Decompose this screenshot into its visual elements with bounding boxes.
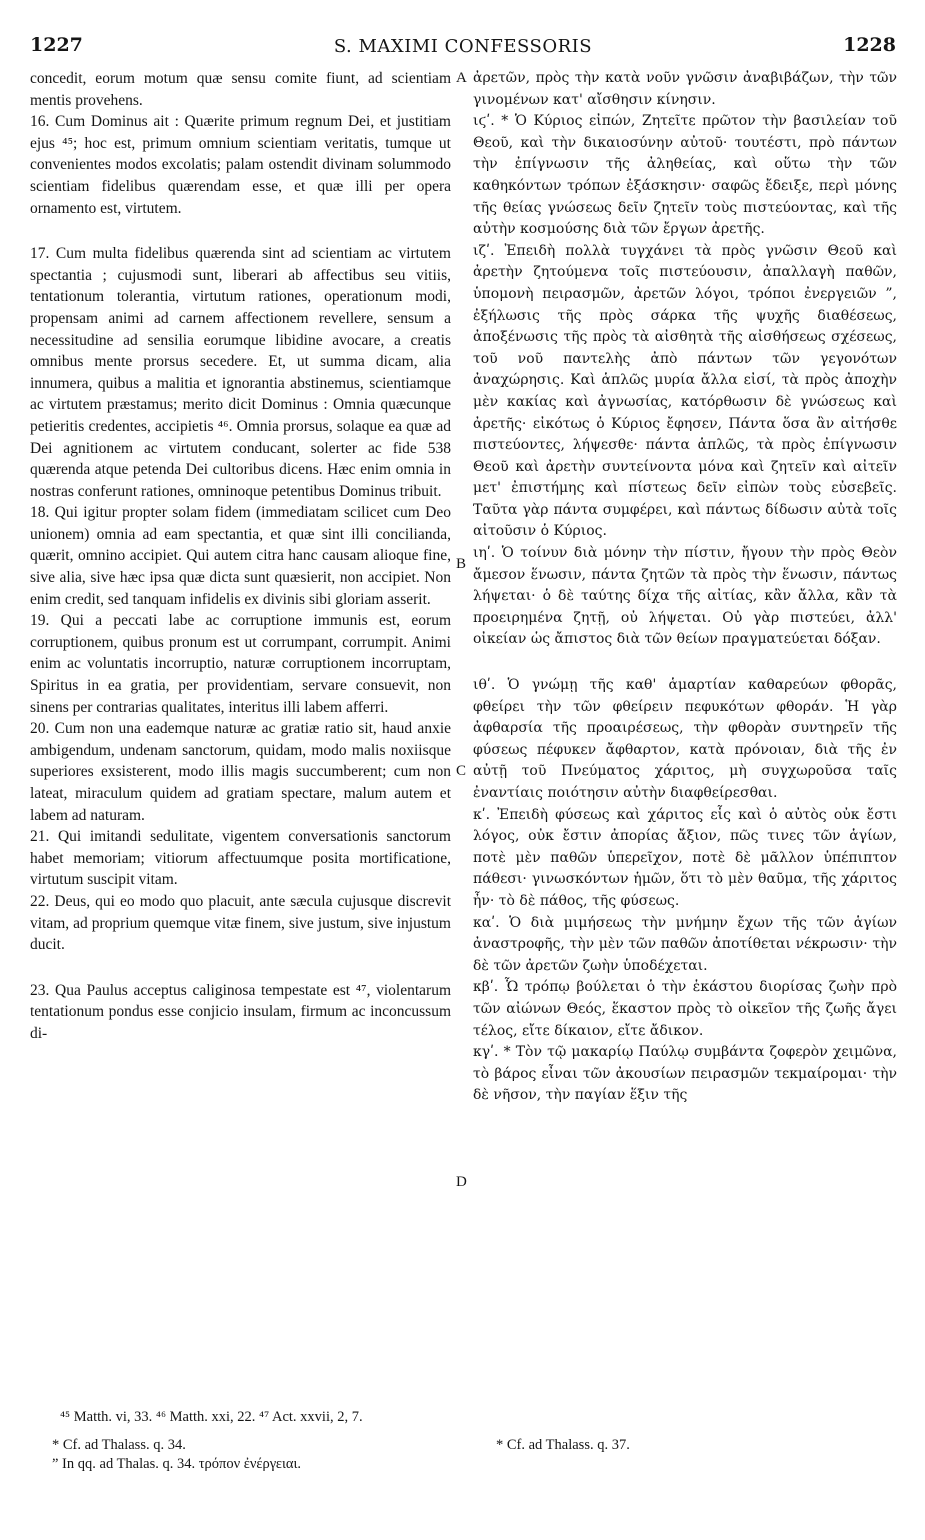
latin-paragraph: concedit, eorum motum quæ sensu comite fiunt, ad scientiam mentis provehens. — [30, 70, 451, 109]
page-header — [30, 34, 896, 62]
latin-paragraph: 22. Deus, qui eo modo quo placuit, ante sæcula cujusque discrevit vitam, ad proprium quemque vitæ finem, sive justum, sive injustum ducit. — [30, 892, 451, 954]
margin-letter-b: B — [456, 556, 467, 572]
greek-paragraph: ιϛʹ. * Ὁ Κύριος εἰπών, Ζητεῖτε πρῶτον τὴν βασιλείαν τοῦ Θεοῦ, καὶ τὴν δικαιοσύνην αὐτοῦ· τουτέστι, πρὸ πάντων τὴν ἐπίγνωσιν τῆς ἀληθείας, καὶ οὕτω τὴν τῶν καθηκόντων τρόπων ἐξάσκησιν· σαφῶς ἔδειξε, περὶ μόνης τῆς θείας γνώσεως δεῖν ζητεῖν τοὺς πιστεύοντας, καὶ τῆς αὐτὴν κοσμούσης διὰ τῶν ἔργων ἀρετῆς. — [473, 113, 897, 238]
running-title: S. MAXIMI CONFESSORIS — [333, 36, 593, 57]
greek-paragraph: ιηʹ. Ὁ τοίνυν διὰ μόνην τὴν πίστιν, ἤγουν τὴν πρὸς Θεὸν ἄμεσον ἕνωσιν, πάντα ζητῶν τὰ πρὸς τὴν ἕνωσιν, πάντως λήψεται· ὁ δὲ ταύτης δίχα τῆς αἰτίας, κἂν ἄλλα, κἂν τὰ προειρημένα ζητῇ, οὐ λήψεται. Οὐ γὰρ πιστεύει, ἀλλ' οἰκείαν ὡς ἄπιστος διὰ τῶν θείων πραγματεύεται δόξαν. — [473, 545, 897, 648]
greek-footnote: * Cf. ad Thalass. q. 37. — [496, 1437, 630, 1453]
latin-footnote: * Cf. ad Thalass. q. 34. — [52, 1437, 186, 1453]
page-number-left: 1227 — [30, 34, 83, 56]
latin-footnote: ” In qq. ad Thalas. q. 34. τρόπον ἐνέργειαι. — [52, 1456, 302, 1472]
greek-paragraph: κβʹ. Ὧ τρόπῳ βούλεται ὁ τὴν ἑκάστου διορίσας ζωὴν πρὸ τῶν αἰώνων Θεός, ἕκαστον πρὸς τὸ οἰκεῖον τῆς ζωῆς ἄγει τέλος, εἴτε δίκαιον, εἴτε ἄδικον. — [473, 979, 897, 1039]
latin-column — [30, 68, 451, 1045]
margin-letter-d: D — [456, 1174, 467, 1190]
latin-paragraph: 20. Cum non una eademque naturæ ac gratiæ ratio sit, haud anxie ambigendum, undenam sanctorum, quidam, modo malis noxiisque superiores exsisterent, modo illis magis succumberent; cum non lateat, miraculum quidem ad gratiam spectare, malum autem et labem ad naturam. — [30, 720, 451, 824]
greek-paragraph: καʹ. Ὁ διὰ μιμήσεως τὴν μνήμην ἔχων τῆς τῶν ἁγίων ἀναστροφῆς, τὴν μὲν τῶν παθῶν ἀποτίθεται νέκρωσιν· τὴν δὲ τῶν ἀρετῶν ζωὴν ὑποδέχεται. — [473, 914, 897, 974]
greek-paragraph: ἀρετῶν, πρὸς τὴν κατὰ νοῦν γνῶσιν ἀναβιβάζων, τὴν τῶν γινομένων κατ' αἴσθησιν κίνησιν. — [473, 70, 897, 108]
latin-paragraph: 18. Qui igitur propter solam fidem (immediatam scilicet cum Deo unionem) omnia ad eam spectantia, et quæ sint illi concilianda, quærit, omnino accipiet. Qui autem citra hanc causam alioque fine, sive alia, sive hæc ipsa quæ dicta sunt quæsierit, non accipiet. Non enim credit, sed tanquam infidelis ex divinis sibi gloriam asserit. — [30, 504, 451, 608]
greek-column — [473, 68, 897, 1107]
greek-paragraph: ιθʹ. Ὁ γνώμῃ τῆς καθ' ἁμαρτίαν καθαρεύων φθορᾶς, φθείρει τὴν τῶν φθείρειν πεφυκότων φθοράν. Ἡ γὰρ ἀφθαρσία τῆς προαιρέσεως, τὴν φθορὰν συντηρεῖν τῆς φύσεως πέφυκεν ἄφθαρτον, κατὰ πρόνοιαν, διὰ τῆς ἐν αὐτῇ τοῦ Πνεύματος χάριτος, μὴ συγχωροῦσα ταῖς ἐναντίαις ποιότησιν αὐτὴν διαφθείρεσθαι. — [473, 677, 897, 801]
latin-paragraph: 16. Cum Dominus ait : Quærite primum regnum Dei, et justitiam ejus ⁴⁵; hoc est, primum omnium scientiam veritatis, tumque ut convenientes modos excolatis; palam ostendit divinam solummodo scientiam fidelibus quærendam esse, et quæ illi per opera ornamento est, virtutem. — [30, 113, 451, 217]
latin-paragraph: 21. Qui imitandi sedulitate, vigentem conversationis sanctorum habet memoriam; vitiorum affectuumque posita mortificatione, virtutum suscipit vitam. — [30, 828, 451, 889]
latin-paragraph: 17. Cum multa fidelibus quærenda sint ad scientiam ac virtutem spectantia ; cujusmodi sunt, liberari ab affectibus seu vitiis, tentationum tolerantia, virtutum rationes, operationum modi, propensam animi ad carnem affectionem revellere, sensum a necessitudine ad sensilia eorumque libidine avocare, a creatis omnibus mente prorsus secedere. Et, ut summa dicam, alia innumera, quibus a malitia et ignorantia abstinemus, scientiamque ac virtutem præstamus; merito dicit Dominus : Omnia quæcunque petieritis credentes, accipietis ⁴⁶. Omnia prorsus, solaque ea quæ ad Dei agnitionem ac virtutem conducant, solerter ac fide 538 quærenda atque petenda Dei cultoribus dicens. Hæc enim omnia in nostras conferunt rationes, omninoque petentibus Dominus tribuit. — [30, 245, 451, 500]
margin-letter-a: A — [456, 70, 467, 86]
latin-paragraph: 19. Qui a peccati labe ac corruptione immunis est, eorum corruptionem, quibus pronum est ut corrumpant, corrumpit. Animi enim ac voluntatis incorruptio, naturæ corruptionem incorruptam, Spiritus in ea gratia, per providentiam, servare consuevit, non sinens per contrarias qualitates, interitus illi labem afferri. — [30, 612, 451, 716]
greek-paragraph: ιζʹ. Ἐπειδὴ πολλὰ τυγχάνει τὰ πρὸς γνῶσιν Θεοῦ καὶ ἀρετὴν ζητούμενα τοῖς πιστεύουσιν, ἀπαλλαγὴ παθῶν, ὑπομονὴ πειρασμῶν, ἀρετῶν λόγοι, τρόποι ἐνεργειῶν ”, ἐξήλωσις τῆς πρὸς σάρκα τῆς ψυχῆς διαθέσεως, ἀποξένωσις τῆς πρὸς τὰ αἰσθητὰ τῆς αἰσθήσεως σχέσεως, τοῦ νοῦ παντελὴς ἀπὸ πάντων τῶν γεγονότων ἀναχώρησις. Καὶ ἁπλῶς μυρία ἄλλα εἰσί, τὰ πρὸς ἀποχὴν μὲν κακίας καὶ ἀγνωσίας, κατόρθωσιν δὲ γνώσεως καὶ ἀρετῆς· εἰκότως ὁ Κύριος ἔφησεν, Πάντα ὅσα ἂν αἰτήσθε πιστεύοντες, λήψεσθε· πάντα ἁπλῶς, τὰ πρὸς ἐπίγνωσιν Θεοῦ καὶ ἀρετὴν συντείνοντα μόνα καὶ ζητεῖν καὶ αἰτεῖν μετ' ἐπιστήμης καὶ πίστεως δεῖν εἰπὼν τοὺς εὐσεβεῖς. Ταῦτα γὰρ πάντα συμφέρει, καὶ πάντως δίδωσιν αὐτὰ τοῖς αἰτοῦσιν ὁ Κύριος. — [473, 242, 897, 540]
greek-paragraph: κʹ. Ἐπειδὴ φύσεως καὶ χάριτος εἷς καὶ ὁ αὐτὸς οὐκ ἔστι λόγος, οὐκ ἔστιν ἀπορίας ἄξιον, πῶς τινες τῶν ἁγίων, ποτὲ μὲν παθῶν ὑπερεῖχον, ποτὲ δὲ μᾶλλον ὑπέπιπτον πάθεσι· γινωσκόντων ἡμῶν, ὅτι τὸ μὲν θαῦμα, τῆς χάριτος ἦν· τὸ δὲ πάθος, τῆς φύσεως. — [473, 806, 897, 909]
margin-letter-c: C — [456, 763, 467, 779]
page-number-right: 1228 — [843, 34, 896, 56]
latin-paragraph: 23. Qua Paulus acceptus caliginosa tempestate est ⁴⁷, violentarum tentationum pondus esse conjicio insulam, firmum ac inconcussum di- — [30, 981, 451, 1042]
scripture-footnotes: ⁴⁵ Matth. vi, 33. ⁴⁶ Matth. xxi, 22. ⁴⁷ Act. xxvii, 2, 7. — [60, 1409, 363, 1425]
greek-paragraph: κγʹ. * Τὸν τῷ μακαρίῳ Παύλῳ συμβάντα ζοφερὸν χειμῶνα, τὸ βάρος εἶναι τῶν ἀκουσίων πειρασμῶν τεκμαίρομαι· τὴν δὲ νῆσον, τὴν παγίαν ἕξιν τῆς — [473, 1044, 897, 1104]
